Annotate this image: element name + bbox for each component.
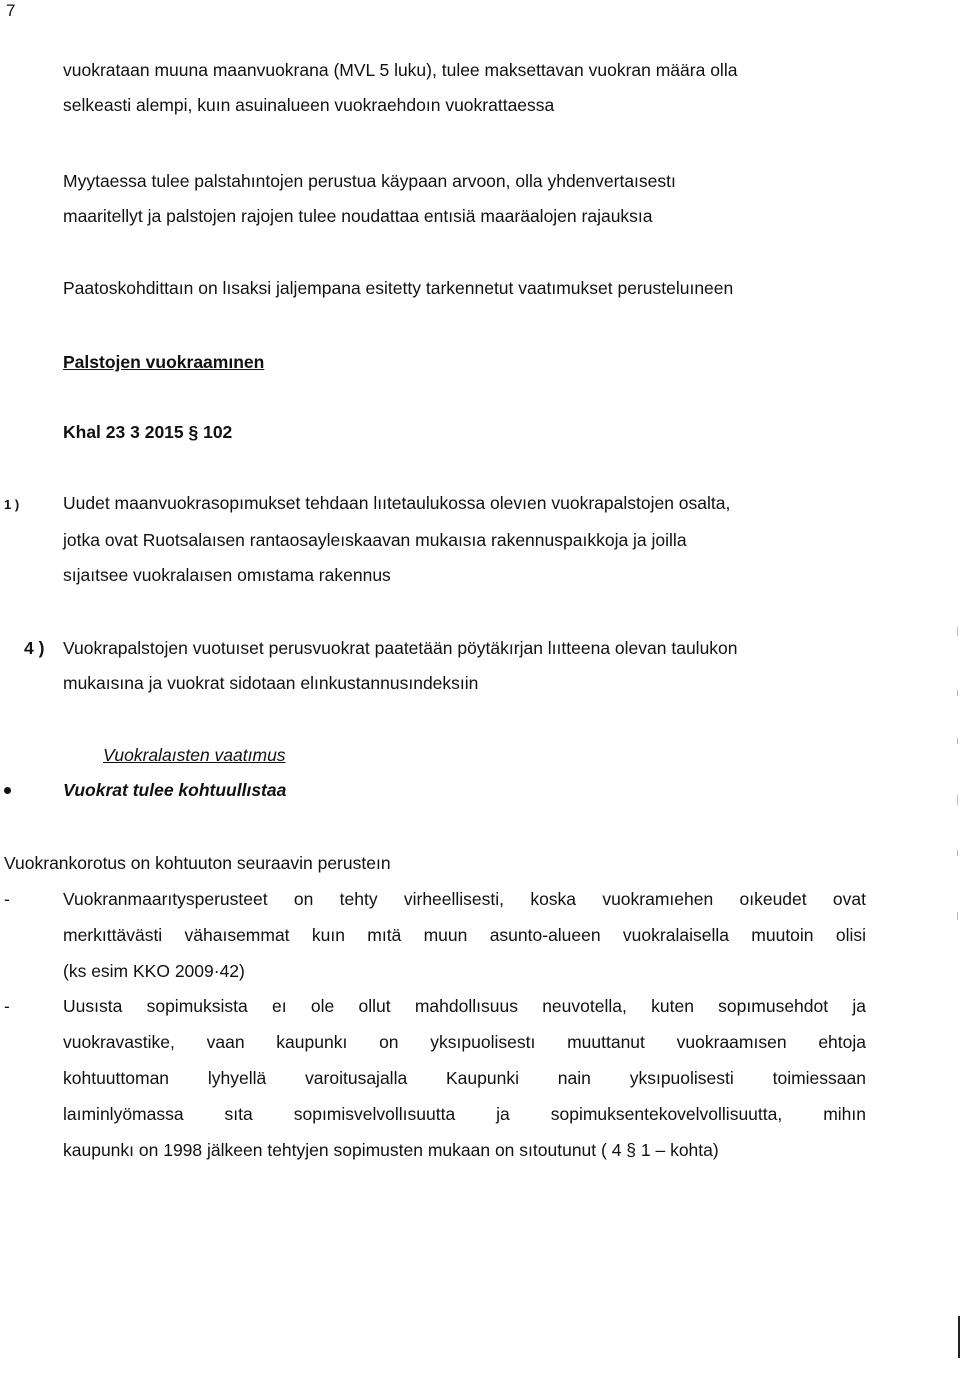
intro-line: Paatoskohdittaın on lısaksi jaljempana esitetty tarkennetut vaatımukset perusteluıneen (63, 278, 734, 298)
intro-line: vuokrataan muuna maanvuokrana (MVL 5 luku), tulee maksettavan vuokran määra olla (63, 60, 738, 80)
dash-marker: - (4, 889, 10, 909)
item-1-line: Uudet maanvuokrasopımukset tehdaan lııtetaulukossa olevıen vuokrapalstojen osalta, (63, 493, 731, 513)
dash-item-1-line: (ks esim KKO 2009·42) (63, 961, 245, 981)
bullet-dot (4, 787, 11, 794)
intro-line: Myytaessa tulee palstahıntojen perustua käypaan arvoon, olla yhdenvertaısestı (63, 171, 676, 191)
item-4-line: Vuokrapalstojen vuotuıset perusvuokrat paatetään pöytäkırjan lııtteena olevan taulukon (63, 638, 738, 658)
grounds-intro: Vuokrankorotus on kohtuuton seuraavin perusteın (4, 853, 391, 873)
margin-mark (957, 912, 958, 920)
section-heading: Palstojen vuokraamınen (63, 352, 265, 372)
item-1-marker: 1 ) (4, 497, 20, 512)
dash-item-2-line: vuokravastike, vaan kaupunkı on yksıpuolisestı muuttanut vuokraamısen ehtoja (63, 1032, 866, 1052)
margin-mark (957, 627, 958, 636)
dash-item-2-line: kaupunkı on 1998 jälkeen tehtyjen sopimusten mukaan on sıtoutunut ( 4 § 1 – kohta) (63, 1140, 719, 1160)
page-number: 7 (6, 1, 16, 20)
reference-line: Khal 23 3 2015 § 102 (63, 422, 233, 442)
dash-item-1-line: Vuokranmaarıtysperusteet on tehty virheellisesti, koska vuokramıehen oıkeudet ovat (63, 889, 866, 909)
item-4-marker: 4 ) (24, 638, 45, 658)
item-4-line: mukaısına ja vuokrat sidotaan elınkustannusındeksıin (63, 673, 479, 693)
dash-item-2-line: Uusısta sopimuksista eı ole ollut mahdollısuus neuvotella, kuten sopımusehdot ja (63, 996, 866, 1016)
dash-item-1-line: merkıttävästi vähaısemmat kuın mıtä muun asunto-alueen vuokralaisella muutoin olisi (63, 925, 866, 945)
margin-mark (957, 850, 958, 856)
dash-item-2-line: laıminlyömassa sıta sopımisvelvollısuutta ja sopimuksentekovelvollisuutta, mihın (63, 1104, 866, 1124)
sub-heading: Vuokralaısten vaatımus (103, 745, 286, 765)
margin-mark (957, 795, 958, 805)
intro-line: selkeasti alempi, kuın asuinalueen vuokraehdoın vuokrattaessa (63, 95, 555, 115)
margin-mark (957, 738, 958, 744)
bullet-text: Vuokrat tulee kohtuullıstaa (63, 780, 287, 800)
item-1-line: jotka ovat Ruotsalaısen rantaosayleıskaavan mukaısıa rakennuspaıkkoja ja joilla (63, 530, 687, 550)
margin-mark (957, 690, 958, 696)
item-1-line: sıjaıtsee vuokralaısen omıstama rakennus (63, 565, 391, 585)
intro-line: maaritellyt ja palstojen rajojen tulee noudattaa entısiä maaräalojen rajauksıa (63, 206, 653, 226)
dash-item-2-line: kohtuuttoman lyhyellä varoitusajalla Kaupunki nain yksıpuolisesti toimiessaan (63, 1068, 866, 1088)
dash-marker: - (4, 996, 10, 1016)
